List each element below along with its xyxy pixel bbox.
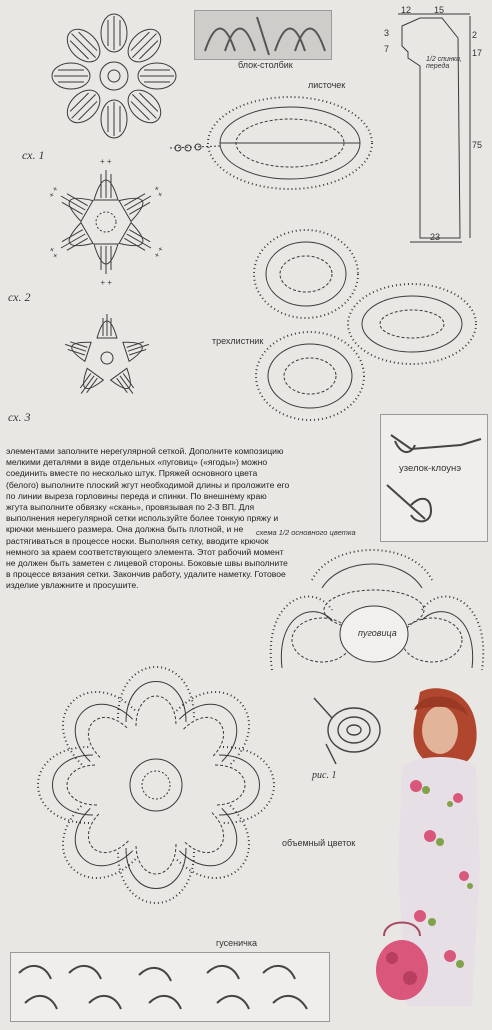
dim-top-a: 12: [401, 5, 412, 15]
label-volume-flower: объемный цветок: [282, 838, 356, 848]
label-main-flower-scheme: схема 1/2 основного цветка: [256, 528, 356, 537]
motif-scheme-3: [42, 298, 172, 418]
dim-right-a: 2: [472, 30, 478, 40]
model-photo: [380, 686, 492, 1016]
trefoil-diagram: [244, 216, 484, 436]
dim-left-a: 3: [384, 28, 390, 38]
dim-left-b: 7: [384, 44, 390, 54]
motif-scheme-2: [36, 152, 176, 292]
block-stitch-photo: [194, 10, 332, 60]
label-caterpillar: гусеничка: [216, 938, 258, 948]
label-knot-stitch: узелок-клоунэ: [399, 463, 462, 474]
garment-pattern: [380, 6, 490, 241]
label-button-motif: пуговица: [358, 628, 397, 638]
dim-bottom: 23: [430, 232, 441, 242]
instructions-text: элементами заполните нерегулярной сеткой. Дополните композицию мелкими деталями в виде отдельных «пуговиц» («ягоды») можно соединить вместе по несколько штук. Пряжей основного цвета (белого) выполните плоский жгут необходимой длины и проложите его по линии выреза горловины переда и спинки. По внешнему краю жгута выполните обвязку «скань», провязывая по 2-3 ВП. Для выполнения нерегулярной сетки используйте более тонкую пряжу и крючки меньшего размера. Она должна быть плотной, и не растягиваться в процессе носки. Выполняя сетку, вводите крючок немного за краем соответствующего элемента. Этот рабочий момент не должен быть заметен с лицевой стороны. Боковые швы выполните в процессе вязания сетки. Закончив работу, удалите наметку. Готовое изделие увлажните и просушите.: [6, 446, 290, 591]
label-scheme-1: сх. 1: [22, 148, 45, 162]
label-leaf: листочек: [308, 80, 346, 90]
label-block-stitch: блок-столбик: [238, 60, 293, 70]
large-flower-diagram: [6, 640, 306, 930]
dim-length: 75: [472, 140, 483, 150]
label-scheme-2: сх. 2: [8, 290, 31, 304]
label-scheme-3: сх. 3: [8, 410, 31, 424]
dim-right-b: 17: [472, 48, 483, 58]
dim-top-b: 15: [434, 5, 445, 15]
caterpillar-stitch-photo: [10, 952, 330, 1022]
figure-1-diagram: [306, 688, 386, 768]
label-figure-1: рис. 1: [312, 770, 337, 781]
knot-stitch-photo: [380, 414, 488, 542]
label-trefoil: трехлистник: [212, 336, 264, 346]
pattern-caption: 1/2 спинки, переда: [426, 56, 462, 70]
leaf-diagram: [160, 88, 380, 198]
svg-text:+ +: + +: [100, 157, 112, 166]
